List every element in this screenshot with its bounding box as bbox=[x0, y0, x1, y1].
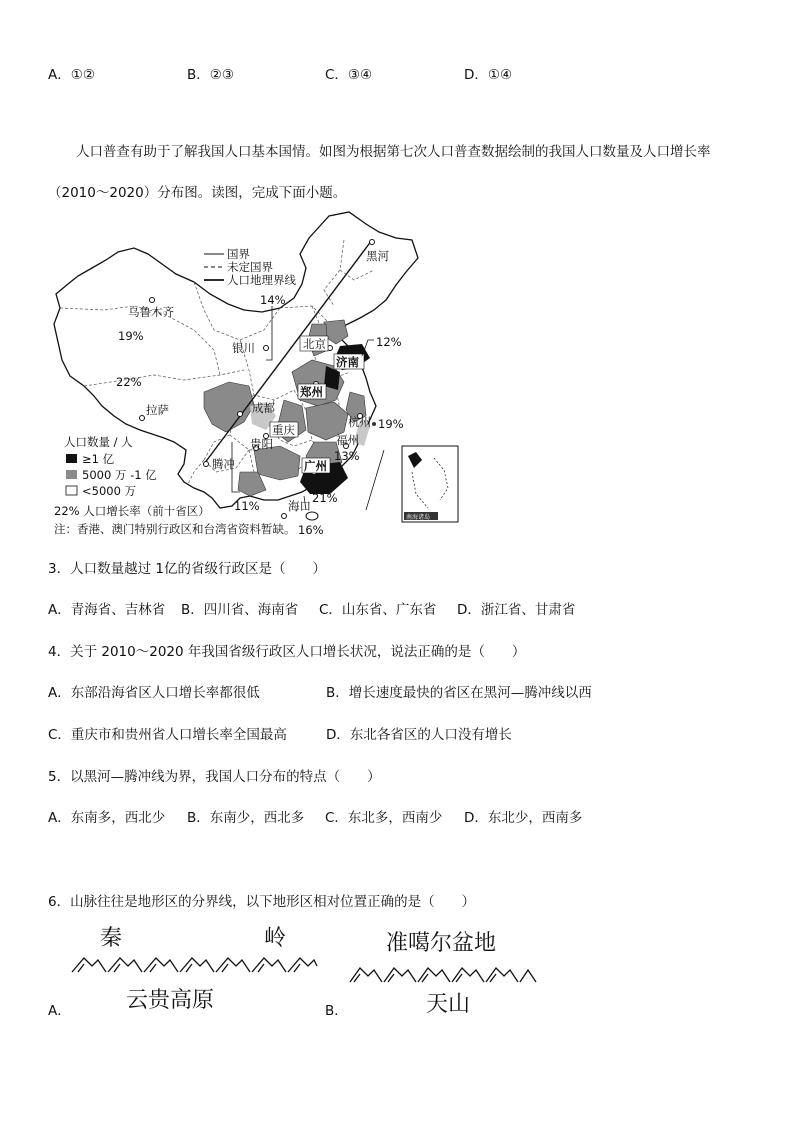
q5-option-a: A．东南多，西北少 bbox=[48, 810, 166, 826]
rate-fujian: 13% bbox=[334, 449, 360, 463]
q3-stem: 3．人口数量越过 1亿的省级行政区是（ ） bbox=[48, 561, 326, 577]
rate-hainan: 16% bbox=[298, 523, 324, 537]
intro-line-2: （2010～2020）分布图。读图，完成下面小题。 bbox=[48, 185, 347, 201]
rate-xinjiang: 19% bbox=[118, 329, 144, 343]
q5-option-d: D．东北少，西南多 bbox=[464, 810, 583, 826]
prev-option-a: A．①② bbox=[48, 67, 95, 83]
city-lasa: 拉萨 bbox=[146, 403, 169, 417]
legend-population-line: 人口地理界线 bbox=[227, 273, 296, 287]
prev-option-c: C．③④ bbox=[325, 67, 373, 83]
svg-text:<5000 万: <5000 万 bbox=[82, 484, 137, 498]
rate-tianjin: 12% bbox=[376, 335, 402, 349]
svg-text:5000 万 -1 亿: 5000 万 -1 亿 bbox=[82, 468, 157, 482]
q5-stem: 5．以黑河—腾冲线为界，我国人口分布的特点（ ） bbox=[48, 769, 381, 785]
south-sea-inset bbox=[402, 446, 458, 522]
q5-option-c: C．东北多，西南少 bbox=[325, 810, 443, 826]
q4-option-b: B．增长速度最快的省区在黑河—腾冲线以西 bbox=[326, 685, 592, 701]
city-jinan: 济南 bbox=[336, 355, 359, 369]
city-guiyang: 贵阳 bbox=[250, 437, 273, 451]
city-zhengzhou: 郑州 bbox=[300, 385, 323, 399]
population-map bbox=[44, 210, 431, 540]
city-fuzhou: 福州 bbox=[336, 433, 359, 447]
q4-option-c: C．重庆市和贵州省人口增长率全国最高 bbox=[48, 727, 287, 743]
svg-text:注：香港、澳门特别行政区和台湾省资料暂缺。: 注：香港、澳门特别行政区和台湾省资料暂缺。 bbox=[54, 522, 296, 536]
q6-a-top-right: 岭 bbox=[264, 926, 287, 951]
city-beijing: 北京 bbox=[303, 337, 326, 351]
city-chengdu: 成都 bbox=[252, 401, 275, 415]
legend-boundary: 国界 bbox=[227, 247, 250, 261]
q3-option-c: C．山东省、广东省 bbox=[319, 602, 437, 618]
prev-option-d: D．①④ bbox=[464, 67, 513, 83]
city-guangzhou: 广州 bbox=[304, 459, 327, 473]
rate-ningxia: 14% bbox=[260, 293, 286, 307]
city-haikou: 海口 bbox=[288, 499, 311, 513]
rate-guizhou: 11% bbox=[234, 499, 260, 513]
q6-stem: 6．山脉往往是地形区的分界线，以下地形区相对位置正确的是（ ） bbox=[48, 894, 476, 910]
q4-stem: 4．关于 2010～2020 年我国省级行政区人口增长状况，说法正确的是（ ） bbox=[48, 644, 526, 660]
q6-a-mountain-symbol bbox=[70, 952, 318, 974]
city-tengchong: 腾冲 bbox=[212, 457, 235, 471]
q3-option-a: A．青海省、吉林省 bbox=[48, 602, 166, 618]
rate-guangdong: 21% bbox=[312, 491, 338, 505]
q6-b-label: B． bbox=[325, 1003, 348, 1019]
city-hangzhou: 杭州 bbox=[348, 415, 371, 429]
city-chongqing: 重庆 bbox=[272, 423, 295, 437]
q3-option-b: B．四川省、海南省 bbox=[181, 602, 299, 618]
q6-a-top-left: 秦 bbox=[100, 926, 123, 951]
intro-line-1: 人口普查有助于了解我国人口基本国情。如图为根据第七次人口普查数据绘制的我国人口数量及人口增长率 bbox=[76, 144, 711, 160]
q6-b-mountain-symbol bbox=[348, 962, 538, 984]
legend-undetermined: 未定国界 bbox=[227, 260, 273, 274]
svg-text:22% 人口增长率（前十省区）: 22% 人口增长率（前十省区） bbox=[54, 504, 210, 518]
svg-text:≥1 亿: ≥1 亿 bbox=[82, 452, 115, 466]
q6-a-bottom: 云贵高原 bbox=[126, 988, 215, 1013]
city-yinchuan: 银川 bbox=[232, 341, 255, 355]
q4-option-d: D．东北各省区的人口没有增长 bbox=[326, 727, 512, 743]
line-legend bbox=[204, 247, 296, 287]
rate-tibet: 22% bbox=[116, 375, 142, 389]
prev-option-b: B．②③ bbox=[187, 67, 234, 83]
q6-b-top: 准噶尔盆地 bbox=[386, 931, 497, 956]
svg-text:南海诸岛: 南海诸岛 bbox=[406, 514, 431, 521]
svg-text:人口数量 / 人: 人口数量 / 人 bbox=[64, 435, 133, 449]
rate-zhejiang: 19% bbox=[378, 417, 404, 431]
city-wulumuqi: 乌鲁木齐 bbox=[128, 305, 174, 319]
q3-option-d: D．浙江省、甘肃省 bbox=[457, 602, 576, 618]
city-heihe: 黑河 bbox=[366, 249, 389, 263]
q4-option-a: A．东部沿海省区人口增长率都很低 bbox=[48, 685, 260, 701]
q5-option-b: B．东南少，西北多 bbox=[187, 810, 305, 826]
q6-a-label: A． bbox=[48, 1003, 71, 1019]
q6-b-bottom: 天山 bbox=[426, 992, 471, 1017]
